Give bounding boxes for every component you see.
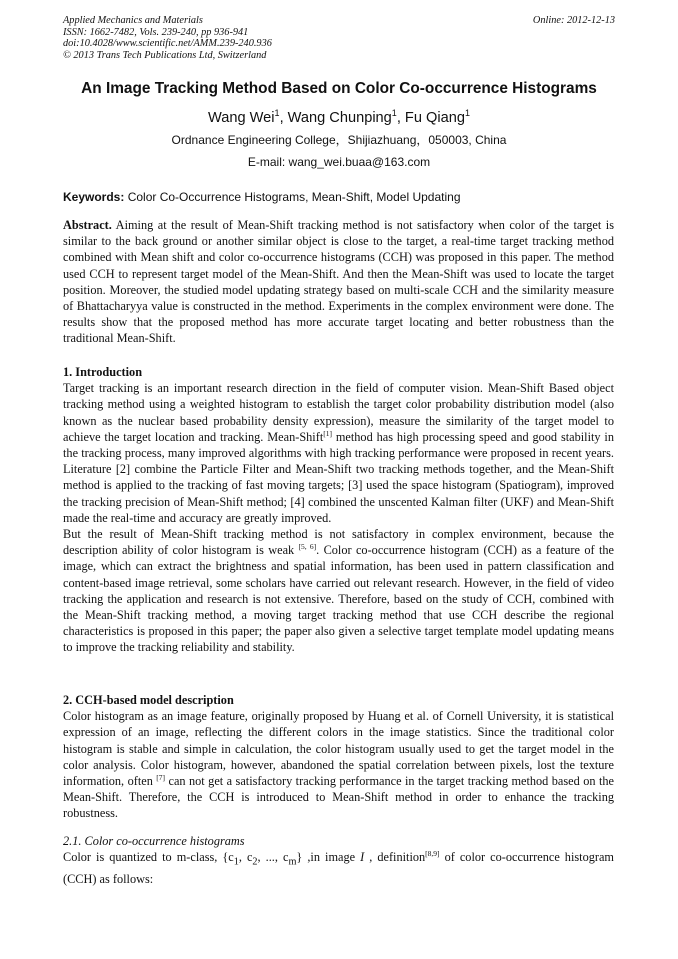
paragraph: Target tracking is an important research direction in the field of computer vision. Mean-Shift Based object tracking method using a weighted histogram to establish the target color probability distribution model (also known as the nuclear based probability density expression), measure the similarity of the target model to achieve the target location and tracking. Mean-Shift[1] method has high processing speed and good stability in the tracking process, many improved algorithms with high tracking performance were proposed in recent years. Literature [2] combine the Particle Filter and Mean-Shift two tracking methods together, and the Mean-Shift method is applied to the tracking of fast moving targets; [3] used the space histogram (Spatiogram), improved the tracking precision of Mean-Shift method; [4] combined the unscented Kalman filter (UKF) and Mean-Shift made the real-time and accuracy are greatly improved. — [63, 381, 614, 525]
author-name: Wang Chunping — [287, 109, 392, 126]
author-email: E-mail: wang_wei.buaa@163.com — [247, 155, 431, 169]
journal-header — [63, 15, 615, 61]
keywords — [63, 190, 615, 205]
paragraph: But the result of Mean-Shift tracking method is not satisfactory in complex environment, because the description ability of color histogram is weak [5, 6]. Color co-occurrence histogram (CCH) as a feature of the image, which can extract the brightness and spatial information, has been used in pattern classification and content-based image retrieval, some scholars have carried out relevant research. However, in the field of video tracking the application and research is not extensive. Therefore, based on the study of CCH, combined with the Mean-Shift tracking method, a moving target tracking method that use CCH describe the regional characteristics is proposed in this paper; the paper also given a selective target template model updating means to improve the tracking reliability and stability. — [63, 527, 615, 655]
citation: [5, 6] — [298, 542, 317, 552]
abstract-text: Aiming at the result of Mean-Shift tracking method is not satisfactory when color of the target is similar to the back ground or another similar object is close to the target, a real-time target tracking method combined with Mean shift and color co-occurrence histograms (CCH) was proposed in this paper. The method used CCH to represent target model of the Mean-Shift. And then the Mean-Shift was used to locate the target position. Moreover, the studied model updating strategy based on multi-scale CCH and the similarity measure of Bhattacharyya value is constructed in the method. Experiments in the complex environment were done. The results show that the proposed method has more accurate target locating and better robustness than the traditional Mean-Shift. — [63, 218, 614, 346]
abstract-label: Abstract. — [63, 218, 112, 232]
citation: [7] — [156, 772, 166, 782]
journal-name: Applied Mechanics and Materials — [63, 15, 203, 26]
author-list: Wang Wei$^1$, Wang Chunping$^1$, Fu Qiang$^1$ — [208, 108, 470, 126]
section-introduction — [63, 364, 614, 656]
author-name: Fu Qiang — [404, 109, 465, 126]
doi-line: doi:10.4028/www.scientific.net/AMM.239-240.936 — [63, 38, 272, 50]
image-variable: I — [360, 850, 365, 865]
section-cch-model — [63, 692, 614, 822]
affiliation-mark: 1 — [391, 108, 397, 118]
citation: [1] — [323, 428, 332, 438]
paper-title: An Image Tracking Method Based on Color Co-occurrence Histograms — [81, 80, 597, 97]
paragraph: Color is quantized to m-class, {$c_1$, $c_2$, ..., $c_m$} ,in image I , definition[8,9] of color co-occurrence histogram (CCH) as follows: — [63, 849, 614, 886]
section-heading: 2. CCH-based model description — [63, 693, 234, 707]
abstract — [63, 217, 614, 347]
keywords-text: Color Co-Occurrence Histograms, Mean-Shift, Model Updating — [124, 190, 461, 204]
copyright-line: © 2013 Trans Tech Publications Ltd, Switzerland — [63, 49, 267, 61]
keywords-label: Keywords: — [63, 190, 125, 204]
section-heading: 1. Introduction — [63, 365, 143, 379]
online-date: Online: 2012-12-13 — [532, 15, 615, 26]
author-name: Wang Wei — [208, 109, 275, 126]
affiliation: Ordnance Engineering College，Shijiazhuang，050003, China — [171, 133, 507, 147]
citation: [8,9] — [425, 849, 440, 859]
paragraph: Color histogram as an image feature, originally proposed by Huang et al. of Cornell University, it is statistical expression of an image, reflecting the different colors in the image statistics. Since the traditional color histogram is stable and simple in calculation, the color histogram usually used to get the target model in the color analysis. Color histogram, however, abandoned the spatial correlation between pixels, lost the texture information, often [7] can not get a satisfactory tracking performance in the target tracking method based on the Mean-Shift. Therefore, the CCH is introduced to Mean-Shift method in order to enhance the tracking robustness. — [63, 709, 614, 821]
affiliation-mark: 1 — [464, 108, 470, 118]
subsection-cch — [63, 833, 614, 887]
issn-line: ISSN: 1662-7482, Vols. 239-240, pp 936-941 — [63, 26, 249, 38]
affiliation-mark: 1 — [274, 108, 280, 118]
subsection-heading: 2.1. Color co-occurrence histograms — [63, 834, 245, 848]
